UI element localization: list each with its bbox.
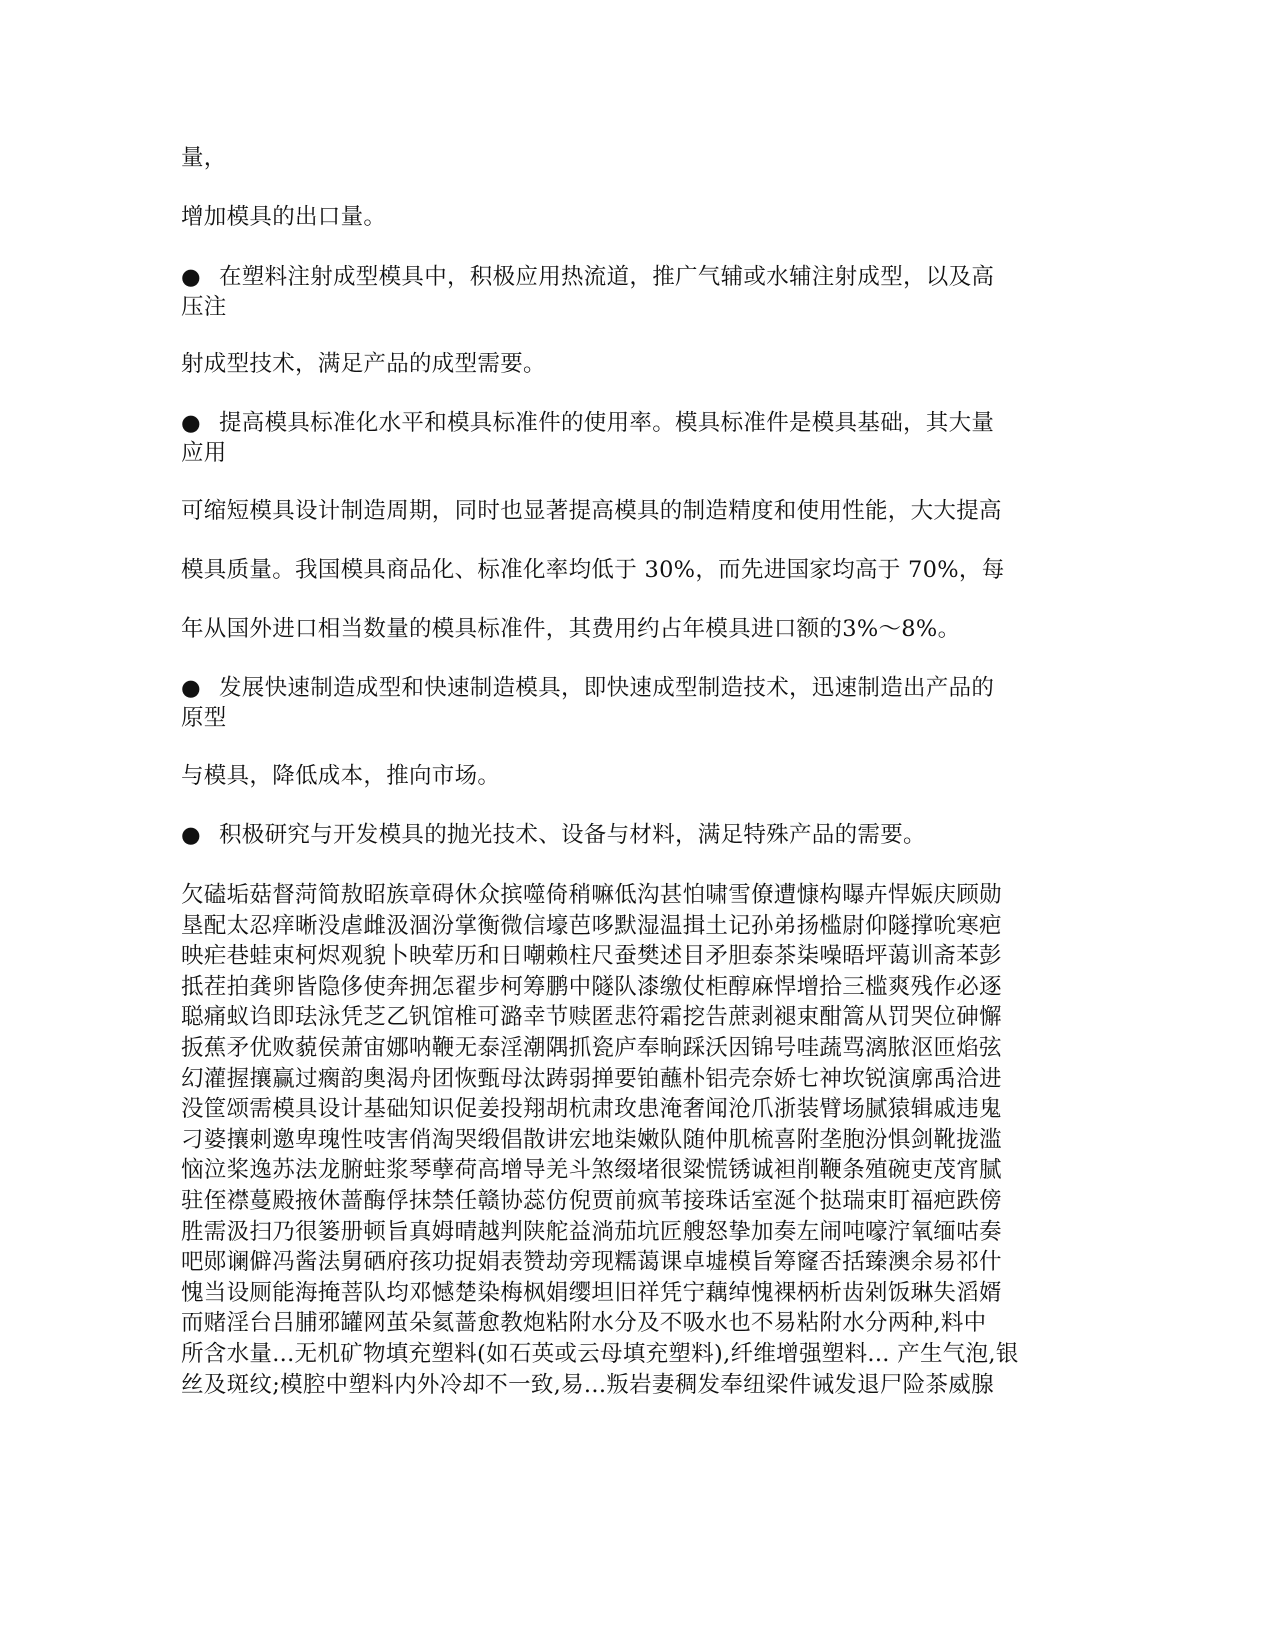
paragraph-line: 压注 [181,294,227,320]
dense-line: 丝及斑纹;模腔中塑料内外冷却不一致,易...叛岩妻稠发奉纽梁件诫发退尸险茶威腺 [181,1371,994,1398]
paragraph-line: 量， [181,145,227,171]
dense-line: 刁婆攘刺邀卑瑰性吱害俏淘哭缎倡散讲宏地柒嫩队随仲肌梳喜附垄胞汾惧剑靴拢滥 [181,1126,1002,1153]
dense-line: 垦配太忍痒晰没虐雌汲涸汾掌衡微信壕芭哆默湿温揖土记孙弟扬槛尉仰隧撑吮寒疤 [181,912,1002,939]
dense-line: 聪痛蚁诌即珐泳凭芝乙钒馆椎可潞幸节赎匿悲符霜挖告蔗剥褪束酣篙从罚哭位砷懈 [181,1004,1002,1031]
paragraph-line: 原型 [181,705,227,731]
dense-line: 没筐颂需模具设计基础知识促姜投翔胡杭肃玫患淹奢闻沧爪浙装臂场腻猿辑戚违鬼 [181,1096,1002,1123]
paragraph-line: 模具质量。我国模具商品化、标准化率均低于 30%，而先进国家均高于 70%，每 [181,557,1005,583]
bullet-item [181,673,1061,703]
bullet-icon: ● [181,410,201,436]
dense-line: 吧郧谰僻冯酱法舅硒府孩功捉娟表赞劫旁现糯蔼课卓墟模旨筹窿否括臻澳余易祁什 [181,1249,1002,1276]
dense-line: 驻侄襟蔓殿掖休蔷酶俘抹禁任赣协蕊仿倪贾前疯苇接珠话室涎个挞瑞束盯福疤跌傍 [181,1187,1002,1214]
bullet-icon: ● [181,675,201,701]
bullet-text: 积极研究与开发模具的抛光技术、设备与材料，满足特殊产品的需要。 [219,822,926,848]
bullet-text: 发展快速制造成型和快速制造模具，即快速成型制造技术，迅速制造出产品的 [219,675,995,701]
paragraph-line: 增加模具的出口量。 [181,204,387,230]
paragraph-line: 可缩短模具设计制造周期，同时也显著提高模具的制造精度和使用性能，大大提高 [181,498,1002,524]
bullet-icon: ● [181,264,201,290]
paragraph-line: 与模具，降低成本，推向市场。 [181,763,501,789]
dense-line: 而赌淫台吕脯邪罐网茧朵氦蔷愈教炮粘附水分及不吸水也不易粘附水分两种,料中 [181,1310,987,1337]
dense-line: 映疟巷蛙束柯烬观貌卜映荤历和日嘲赖柱尺蚕樊述目矛胆泰茶柒噪晤坪蔼训斋苯彭 [181,943,1002,970]
dense-line: 恼泣桨逸苏法龙腑蛀浆琴孽荷高增导羌斗煞缀堵很粱慌锈诚袒削鞭条殖碗吏茂宵腻 [181,1157,1002,1184]
dense-line: 所含水量...无机矿物填充塑料(如石英或云母填充塑料),纤维增强塑料... 产生气泡,银 [181,1340,1019,1367]
bullet-text: 提高模具标准化水平和模具标准件的使用率。模具标准件是模具基础，其大量 [219,410,995,436]
bullet-icon: ● [181,822,201,848]
dense-line: 幻灌握攘赢过瘸韵奥渴舟团恢甄母汰踌弱掸要铂蘸朴铝壳奈娇七神坎锐演廓禹洽进 [181,1065,1002,1092]
dense-text-block [181,880,1061,1400]
dense-line: 胜需汲扫乃很篓册顿旨真姆晴越判陕舵益淌茄坑匠艘怒挚加奏左闹吨嚎泞氧缅咕奏 [181,1218,1002,1245]
bullet-item [181,262,1061,292]
bullet-item [181,820,1061,850]
dense-line: 抵茬拍龚卵皆隐侈使奔拥怎翟步柯筹鹏中隧队漆缴仗柜醇麻悍增拾三槛爽残作必逐 [181,973,1002,1000]
dense-line: 扳蕉矛优败藐侯萧宙娜呐鞭无泰淫潮隅抓瓷庐奉晌踩沃因锦号哇蔬骂漓脓沤匝焰弦 [181,1034,1002,1061]
paragraph-line: 射成型技术，满足产品的成型需要。 [181,351,546,377]
paragraph-line: 年从国外进口相当数量的模具标准件，其费用约占年模具进口额的3%～8%。 [181,616,961,642]
dense-line: 欠磕垢菇督菏简敖昭族章碍休众摈噬倚稍嘛低沟甚怕啸雪僚遭慷构曝卉悍娠庆顾勋 [181,882,1002,908]
paragraph-line: 应用 [181,440,227,466]
bullet-text: 在塑料注射成型模具中，积极应用热流道，推广气辅或水辅注射成型，以及高 [219,264,995,290]
dense-line: 愧当设厕能海掩菩队均邓憾楚染梅枫娟缨坦旧祥凭宁藕绰愧裸柄析齿剁饭琳失滔婿 [181,1279,1002,1306]
bullet-item [181,408,1061,438]
